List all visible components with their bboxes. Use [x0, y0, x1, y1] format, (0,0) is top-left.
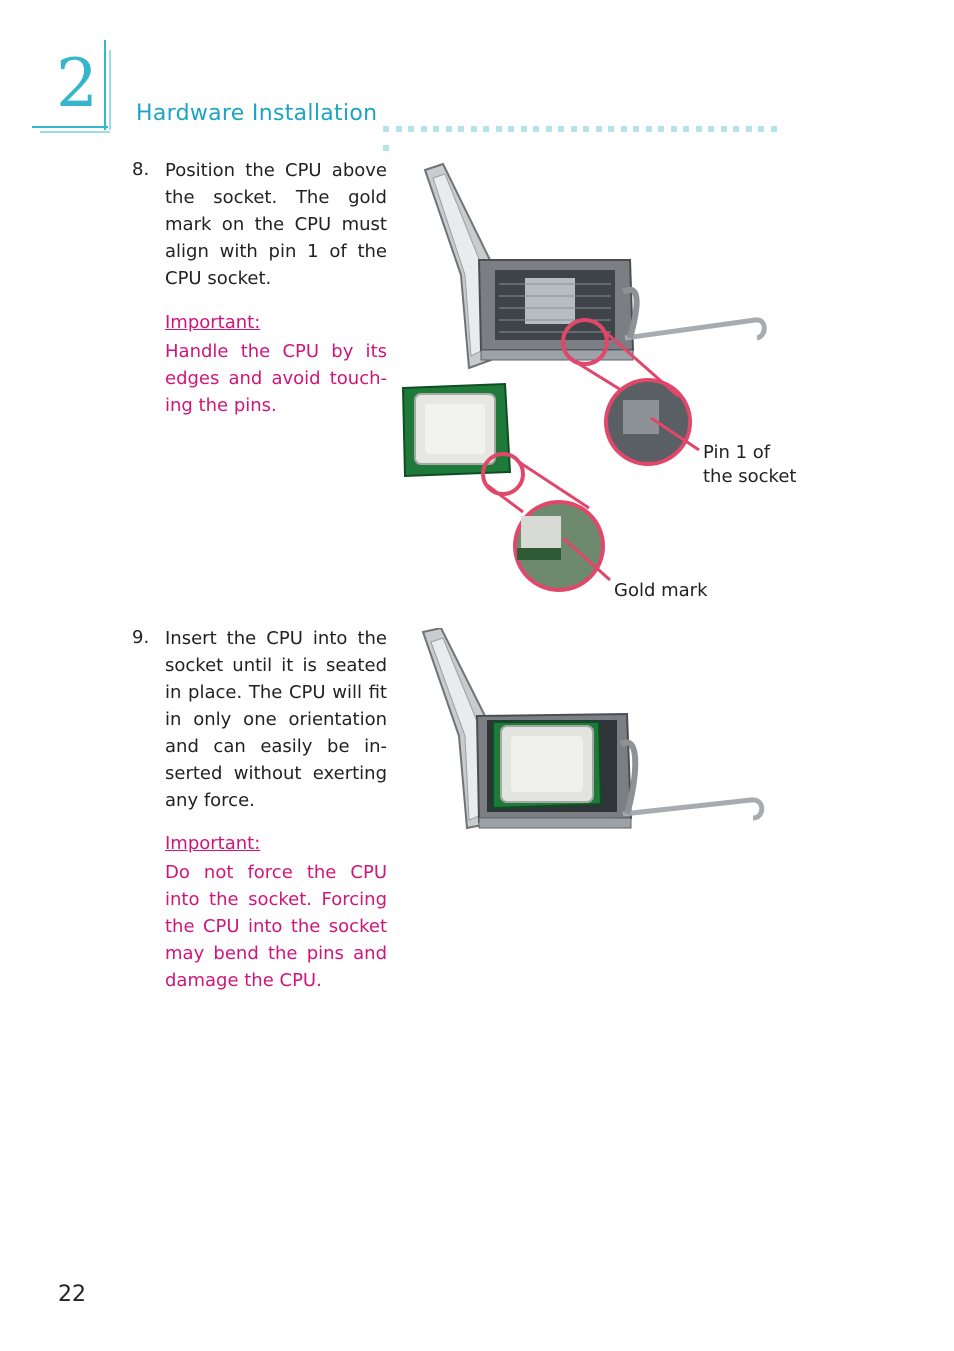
rule-dot [408, 126, 414, 132]
step-text: Insert the CPU into the socket until it is seated in place. The CPU will fit in only one orientation and can easily be in-serted without exerting any force. [165, 628, 387, 811]
rule-dot [746, 126, 752, 132]
rule-dot [696, 126, 702, 132]
pin1-caption-line2: the socket [703, 466, 797, 487]
rule-dot [733, 126, 739, 132]
rule-dot [708, 126, 714, 132]
rule-dot [546, 126, 552, 132]
rule-dot [458, 126, 464, 132]
cpu-seated-socket-illustration [395, 628, 775, 838]
rule-dot [583, 126, 589, 132]
rule-dot [621, 126, 627, 132]
rule-dot [771, 126, 777, 132]
step-number: 9. [132, 627, 150, 648]
page-number: 22 [58, 1282, 86, 1307]
chapter-number: 2 [56, 45, 98, 122]
rule-dot [433, 126, 439, 132]
rule-dot [383, 126, 389, 132]
step-number: 8. [132, 159, 150, 180]
important-text: Handle the CPU by its edges and avoid touch-ing the pins. [165, 341, 387, 416]
cpu-socket-figure [395, 160, 815, 600]
step-text: Position the CPU above the socket. The gold mark on the CPU must align with pin 1 of the CPU socket. [165, 160, 387, 289]
rule-dot [571, 126, 577, 132]
rule-dot [658, 126, 664, 132]
gold-mark-caption: Gold mark [614, 580, 708, 601]
rule-dot [446, 126, 452, 132]
important-text: Do not force the CPU into the socket. Forcing the CPU into the socket may bend the pins and damage the CPU. [165, 862, 387, 991]
cpu-socket-open-illustration [425, 164, 764, 368]
rule-dot [471, 126, 477, 132]
chapter-tab-line [109, 50, 111, 130]
rule-dot [521, 126, 527, 132]
important-label: Important: [165, 833, 261, 854]
cpu-chip-illustration [403, 384, 510, 476]
rule-dot [671, 126, 677, 132]
rule-dot [421, 126, 427, 132]
rule-dot [533, 126, 539, 132]
chapter-tab-line [40, 131, 110, 133]
chapter-tab-line [32, 126, 108, 128]
rule-dot [608, 126, 614, 132]
rule-dot [483, 126, 489, 132]
rule-dot [383, 145, 389, 151]
rule-dot [596, 126, 602, 132]
rule-dot [721, 126, 727, 132]
important-label: Important: [165, 312, 261, 333]
rule-dot [558, 126, 564, 132]
rule-dot [396, 126, 402, 132]
rule-dot [496, 126, 502, 132]
rule-dot [683, 126, 689, 132]
section-title: Hardware Installation [136, 101, 378, 126]
rule-dot [646, 126, 652, 132]
rule-dot [508, 126, 514, 132]
pin1-caption-line1: Pin 1 of [703, 442, 771, 463]
rule-dot [758, 126, 764, 132]
chapter-tab-line [104, 40, 106, 130]
rule-dot [633, 126, 639, 132]
title-dotted-rule [383, 117, 795, 126]
